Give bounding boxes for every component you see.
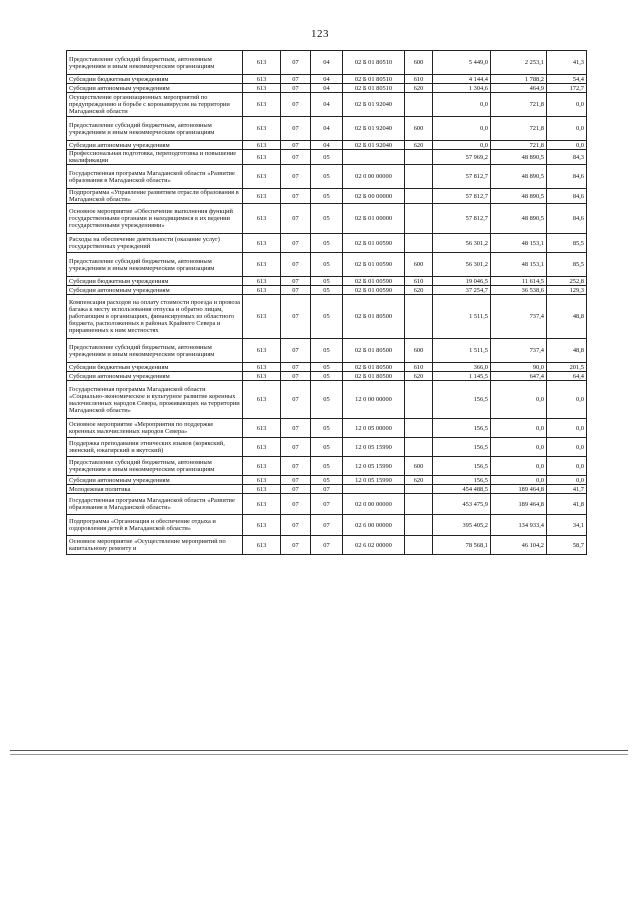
row-plan-amount: 1 511,5 [433, 339, 491, 363]
row-target-article: 02 0 00 00000 [343, 165, 405, 189]
row-target-article: 02 Б 01 80510 [343, 51, 405, 75]
row-name: Предоставление субсидий бюджетным, автономным учреждениям и иным некоммерческим организациям [67, 117, 243, 141]
row-plan-amount: 57 812,7 [433, 165, 491, 189]
row-code: 613 [243, 93, 281, 117]
row-actual-amount: 647,4 [491, 372, 547, 381]
table-row [67, 536, 587, 555]
row-expense-type: 620 [405, 141, 433, 150]
row-name: Субсидии автономным учреждениям [67, 141, 243, 150]
row-section: 07 [281, 381, 311, 419]
row-name: Субсидии автономным учреждениям [67, 476, 243, 485]
row-actual-amount: 189 464,8 [491, 485, 547, 494]
row-code: 613 [243, 515, 281, 536]
row-expense-type: 610 [405, 277, 433, 286]
row-actual-amount: 721,8 [491, 141, 547, 150]
row-plan-amount: 0,0 [433, 117, 491, 141]
table-row [67, 494, 587, 515]
row-plan-amount: 1 145,5 [433, 372, 491, 381]
row-actual-amount: 189 464,8 [491, 494, 547, 515]
row-expense-type [405, 150, 433, 165]
row-plan-amount: 5 449,0 [433, 51, 491, 75]
row-expense-type [405, 494, 433, 515]
row-target-article: 12 0 05 15990 [343, 438, 405, 457]
row-section: 07 [281, 234, 311, 253]
row-percent: 34,1 [547, 515, 587, 536]
row-plan-amount: 0,0 [433, 93, 491, 117]
row-name: Государственная программа Магаданской области «Социально-экономическое и культурное развитие коренных малочисленных народов Севера, проживающих на территории Магаданской области» [67, 381, 243, 419]
row-subsection: 05 [311, 363, 343, 372]
row-subsection: 04 [311, 93, 343, 117]
table-row [67, 150, 587, 165]
row-name: Субсидии автономным учреждениям [67, 84, 243, 93]
row-percent: 85,5 [547, 253, 587, 277]
table-row [67, 476, 587, 485]
row-actual-amount: 46 104,2 [491, 536, 547, 555]
row-percent: 84,6 [547, 189, 587, 204]
row-percent: 252,8 [547, 277, 587, 286]
row-plan-amount: 454 488,5 [433, 485, 491, 494]
row-subsection: 05 [311, 234, 343, 253]
row-name: Субсидии автономным учреждениям [67, 372, 243, 381]
row-target-article: 02 6 00 00000 [343, 515, 405, 536]
row-actual-amount: 737,4 [491, 295, 547, 339]
row-percent: 64,4 [547, 372, 587, 381]
table-row [67, 189, 587, 204]
row-name: Молодежная политика [67, 485, 243, 494]
row-percent: 84,6 [547, 204, 587, 234]
row-section: 07 [281, 277, 311, 286]
row-target-article: 02 Б 01 80500 [343, 363, 405, 372]
row-expense-type [405, 536, 433, 555]
row-expense-type [405, 381, 433, 419]
table-row [67, 165, 587, 189]
row-name: Основное мероприятие «Мероприятия по поддержке коренных малочисленных народов Севера» [67, 419, 243, 438]
row-subsection: 04 [311, 141, 343, 150]
row-name: Поддержка преподавания этнических языков (корякский, эвенский, юкагирский и якутский) [67, 438, 243, 457]
row-percent: 48,8 [547, 339, 587, 363]
row-section: 07 [281, 150, 311, 165]
table-row [67, 457, 587, 476]
table-row [67, 277, 587, 286]
row-name: Предоставление субсидий бюджетным, автономным учреждениям и иным некоммерческим организациям [67, 51, 243, 75]
row-plan-amount: 37 254,7 [433, 286, 491, 295]
row-code: 613 [243, 84, 281, 93]
row-code: 613 [243, 117, 281, 141]
page-number: 123 [311, 28, 329, 40]
table-row [67, 339, 587, 363]
row-code: 613 [243, 363, 281, 372]
row-section: 07 [281, 372, 311, 381]
row-section: 07 [281, 363, 311, 372]
row-target-article: 12 0 05 00000 [343, 419, 405, 438]
row-code: 613 [243, 457, 281, 476]
row-plan-amount: 78 568,1 [433, 536, 491, 555]
row-section: 07 [281, 75, 311, 84]
row-expense-type: 610 [405, 75, 433, 84]
row-actual-amount: 48 890,5 [491, 189, 547, 204]
row-percent: 0,0 [547, 438, 587, 457]
row-subsection: 07 [311, 536, 343, 555]
row-percent: 84,3 [547, 150, 587, 165]
row-plan-amount: 56 301,2 [433, 234, 491, 253]
row-name: Государственная программа Магаданской области «Развитие образования в Магаданской области» [67, 494, 243, 515]
row-expense-type: 600 [405, 457, 433, 476]
row-actual-amount: 0,0 [491, 438, 547, 457]
row-name: Субсидии бюджетным учреждениям [67, 363, 243, 372]
row-expense-type [405, 165, 433, 189]
row-plan-amount: 156,5 [433, 381, 491, 419]
row-target-article: 02 Б 01 00590 [343, 234, 405, 253]
row-subsection: 04 [311, 75, 343, 84]
row-subsection: 04 [311, 117, 343, 141]
row-subsection: 05 [311, 476, 343, 485]
row-subsection: 05 [311, 339, 343, 363]
row-target-article: 02 6 02 00000 [343, 536, 405, 555]
row-target-article: 02 Б 01 80500 [343, 339, 405, 363]
row-code: 613 [243, 234, 281, 253]
row-percent: 0,0 [547, 476, 587, 485]
row-expense-type [405, 515, 433, 536]
row-percent: 0,0 [547, 141, 587, 150]
row-percent: 41,3 [547, 51, 587, 75]
row-subsection: 05 [311, 165, 343, 189]
row-subsection: 07 [311, 515, 343, 536]
row-section: 07 [281, 485, 311, 494]
row-expense-type: 600 [405, 51, 433, 75]
row-target-article [343, 485, 405, 494]
row-subsection: 05 [311, 372, 343, 381]
row-percent: 84,6 [547, 165, 587, 189]
row-target-article: 02 Б 01 00590 [343, 286, 405, 295]
table-row [67, 438, 587, 457]
row-actual-amount: 90,0 [491, 363, 547, 372]
row-section: 07 [281, 141, 311, 150]
row-target-article: 02 Б 01 80510 [343, 75, 405, 84]
row-name: Предоставление субсидий бюджетным, автономным учреждениям и иным некоммерческим организациям [67, 457, 243, 476]
row-subsection: 05 [311, 438, 343, 457]
row-actual-amount: 721,8 [491, 117, 547, 141]
row-name: Предоставление субсидий бюджетным, автономным учреждениям и иным некоммерческим организациям [67, 253, 243, 277]
row-subsection: 04 [311, 51, 343, 75]
budget-table-body [67, 51, 587, 555]
row-percent: 85,5 [547, 234, 587, 253]
row-section: 07 [281, 286, 311, 295]
row-code: 613 [243, 295, 281, 339]
row-plan-amount: 156,5 [433, 476, 491, 485]
row-subsection: 05 [311, 381, 343, 419]
row-plan-amount: 395 405,2 [433, 515, 491, 536]
row-plan-amount: 366,0 [433, 363, 491, 372]
row-plan-amount: 156,5 [433, 457, 491, 476]
table-row [67, 117, 587, 141]
row-plan-amount: 1 304,6 [433, 84, 491, 93]
row-section: 07 [281, 419, 311, 438]
table-row [67, 295, 587, 339]
row-expense-type [405, 485, 433, 494]
row-subsection: 05 [311, 204, 343, 234]
row-percent: 201,5 [547, 363, 587, 372]
row-code: 613 [243, 165, 281, 189]
row-code: 613 [243, 286, 281, 295]
row-code: 613 [243, 75, 281, 84]
row-percent: 172,7 [547, 84, 587, 93]
row-expense-type: 600 [405, 339, 433, 363]
row-code: 613 [243, 277, 281, 286]
row-plan-amount: 57 812,7 [433, 204, 491, 234]
row-name: Подпрограмма «Организация и обеспечение отдыха и оздоровления детей в Магаданской области» [67, 515, 243, 536]
row-name: Субсидии бюджетным учреждениям [67, 277, 243, 286]
row-plan-amount: 4 144,4 [433, 75, 491, 84]
row-target-article: 12 0 05 15990 [343, 476, 405, 485]
row-plan-amount: 453 475,9 [433, 494, 491, 515]
row-section: 07 [281, 93, 311, 117]
row-target-article: 02 Б 01 00590 [343, 277, 405, 286]
row-actual-amount: 36 538,6 [491, 286, 547, 295]
row-section: 07 [281, 515, 311, 536]
row-code: 613 [243, 476, 281, 485]
row-percent: 41,7 [547, 485, 587, 494]
table-row [67, 381, 587, 419]
row-expense-type [405, 189, 433, 204]
row-plan-amount: 0,0 [433, 141, 491, 150]
row-plan-amount: 56 301,2 [433, 253, 491, 277]
budget-table [66, 50, 587, 555]
row-plan-amount: 1 511,5 [433, 295, 491, 339]
table-row [67, 234, 587, 253]
table-row [67, 253, 587, 277]
row-code: 613 [243, 372, 281, 381]
row-percent: 0,0 [547, 117, 587, 141]
table-row [67, 372, 587, 381]
row-target-article: 02 Б 00 00000 [343, 189, 405, 204]
row-actual-amount: 134 933,4 [491, 515, 547, 536]
row-name: Субсидии автономным учреждениям [67, 286, 243, 295]
row-expense-type: 620 [405, 372, 433, 381]
row-percent: 129,3 [547, 286, 587, 295]
row-section: 07 [281, 494, 311, 515]
row-expense-type: 620 [405, 84, 433, 93]
row-section: 07 [281, 84, 311, 93]
row-code: 613 [243, 253, 281, 277]
table-row [67, 204, 587, 234]
row-actual-amount: 2 253,1 [491, 51, 547, 75]
row-code: 613 [243, 141, 281, 150]
row-target-article: 02 Б 01 92040 [343, 141, 405, 150]
row-section: 07 [281, 189, 311, 204]
row-code: 613 [243, 51, 281, 75]
row-section: 07 [281, 204, 311, 234]
row-code: 613 [243, 494, 281, 515]
row-percent: 0,0 [547, 419, 587, 438]
row-name: Осуществление организационных мероприятий по предупреждению и борьбе с коронавирусом на территории Магаданской области [67, 93, 243, 117]
row-code: 613 [243, 204, 281, 234]
row-code: 613 [243, 381, 281, 419]
row-code: 613 [243, 419, 281, 438]
row-percent: 48,8 [547, 295, 587, 339]
row-actual-amount: 1 788,2 [491, 75, 547, 84]
row-subsection: 05 [311, 295, 343, 339]
row-section: 07 [281, 117, 311, 141]
table-row [67, 515, 587, 536]
table-row [67, 141, 587, 150]
row-section: 07 [281, 536, 311, 555]
row-target-article: 02 Б 01 80500 [343, 372, 405, 381]
row-subsection: 07 [311, 485, 343, 494]
row-percent: 41,8 [547, 494, 587, 515]
row-actual-amount: 48 890,5 [491, 165, 547, 189]
row-actual-amount: 464,9 [491, 84, 547, 93]
row-name: Государственная программа Магаданской области «Развитие образования в Магаданской области» [67, 165, 243, 189]
row-expense-type: 600 [405, 253, 433, 277]
row-percent: 58,7 [547, 536, 587, 555]
row-plan-amount: 57 969,2 [433, 150, 491, 165]
row-subsection: 05 [311, 150, 343, 165]
table-row [67, 286, 587, 295]
row-subsection: 05 [311, 189, 343, 204]
table-row [67, 84, 587, 93]
row-target-article: 02 Б 01 00590 [343, 253, 405, 277]
row-expense-type [405, 204, 433, 234]
row-actual-amount: 48 153,1 [491, 234, 547, 253]
row-section: 07 [281, 457, 311, 476]
row-expense-type: 620 [405, 476, 433, 485]
row-subsection: 05 [311, 253, 343, 277]
row-actual-amount: 737,4 [491, 339, 547, 363]
table-row [67, 93, 587, 117]
row-plan-amount: 156,5 [433, 438, 491, 457]
row-section: 07 [281, 51, 311, 75]
row-name: Расходы на обеспечение деятельности (оказание услуг) государственных учреждений [67, 234, 243, 253]
row-expense-type: 600 [405, 117, 433, 141]
row-section: 07 [281, 253, 311, 277]
row-actual-amount: 0,0 [491, 381, 547, 419]
table-row [67, 419, 587, 438]
row-section: 07 [281, 476, 311, 485]
row-name: Основное мероприятие «Осуществление мероприятий по капитальному ремонту и [67, 536, 243, 555]
row-actual-amount: 11 614,5 [491, 277, 547, 286]
row-name: Компенсация расходов на оплату стоимости проезда и провоза багажа к месту использования отпуска и обратно лицам, работающим в организациях, финансируемых из областного бюджета, расположенных в районах Крайнего Севера и приравненных к ним местностях [67, 295, 243, 339]
row-code: 613 [243, 485, 281, 494]
row-percent: 54,4 [547, 75, 587, 84]
row-target-article: 02 0 00 00000 [343, 494, 405, 515]
row-subsection: 05 [311, 457, 343, 476]
row-expense-type [405, 93, 433, 117]
row-name: Основное мероприятие «Обеспечение выполнения функций государственными органами и находящимися в их ведении государственными учреждениями» [67, 204, 243, 234]
row-subsection: 05 [311, 419, 343, 438]
row-percent: 0,0 [547, 93, 587, 117]
bottom-rule-secondary [10, 754, 628, 755]
row-actual-amount: 48 890,5 [491, 204, 547, 234]
row-plan-amount: 156,5 [433, 419, 491, 438]
row-actual-amount: 0,0 [491, 476, 547, 485]
row-target-article: 02 Б 01 00000 [343, 204, 405, 234]
row-plan-amount: 19 046,5 [433, 277, 491, 286]
row-expense-type [405, 295, 433, 339]
row-subsection: 04 [311, 84, 343, 93]
row-code: 613 [243, 339, 281, 363]
row-section: 07 [281, 165, 311, 189]
table-row [67, 363, 587, 372]
row-code: 613 [243, 536, 281, 555]
row-percent: 0,0 [547, 457, 587, 476]
row-subsection: 05 [311, 277, 343, 286]
row-target-article [343, 150, 405, 165]
row-target-article: 02 Б 01 80510 [343, 84, 405, 93]
row-code: 613 [243, 438, 281, 457]
row-target-article: 02 Б 01 92040 [343, 117, 405, 141]
row-name: Подпрограмма «Управление развитием отрасли образования в Магаданской области» [67, 189, 243, 204]
row-actual-amount: 0,0 [491, 457, 547, 476]
row-expense-type [405, 438, 433, 457]
row-actual-amount: 48 890,5 [491, 150, 547, 165]
row-actual-amount: 721,8 [491, 93, 547, 117]
row-expense-type: 610 [405, 363, 433, 372]
row-subsection: 05 [311, 286, 343, 295]
table-row [67, 75, 587, 84]
row-name: Профессиональная подготовка, переподготовка и повышение квалификации [67, 150, 243, 165]
table-row [67, 51, 587, 75]
row-code: 613 [243, 189, 281, 204]
row-expense-type [405, 419, 433, 438]
row-section: 07 [281, 295, 311, 339]
row-section: 07 [281, 339, 311, 363]
row-actual-amount: 0,0 [491, 419, 547, 438]
row-target-article: 02 Б 01 92040 [343, 93, 405, 117]
row-expense-type [405, 234, 433, 253]
bottom-rule [10, 750, 628, 751]
table-row [67, 485, 587, 494]
row-subsection: 07 [311, 494, 343, 515]
row-plan-amount: 57 812,7 [433, 189, 491, 204]
row-actual-amount: 48 153,1 [491, 253, 547, 277]
row-name: Предоставление субсидий бюджетным, автономным учреждениям и иным некоммерческим организациям [67, 339, 243, 363]
row-expense-type: 620 [405, 286, 433, 295]
row-target-article: 12 0 00 00000 [343, 381, 405, 419]
row-name: Субсидии бюджетным учреждениям [67, 75, 243, 84]
row-percent: 0,0 [547, 381, 587, 419]
row-target-article: 12 0 05 15990 [343, 457, 405, 476]
row-section: 07 [281, 438, 311, 457]
row-code: 613 [243, 150, 281, 165]
row-target-article: 02 Б 01 80500 [343, 295, 405, 339]
